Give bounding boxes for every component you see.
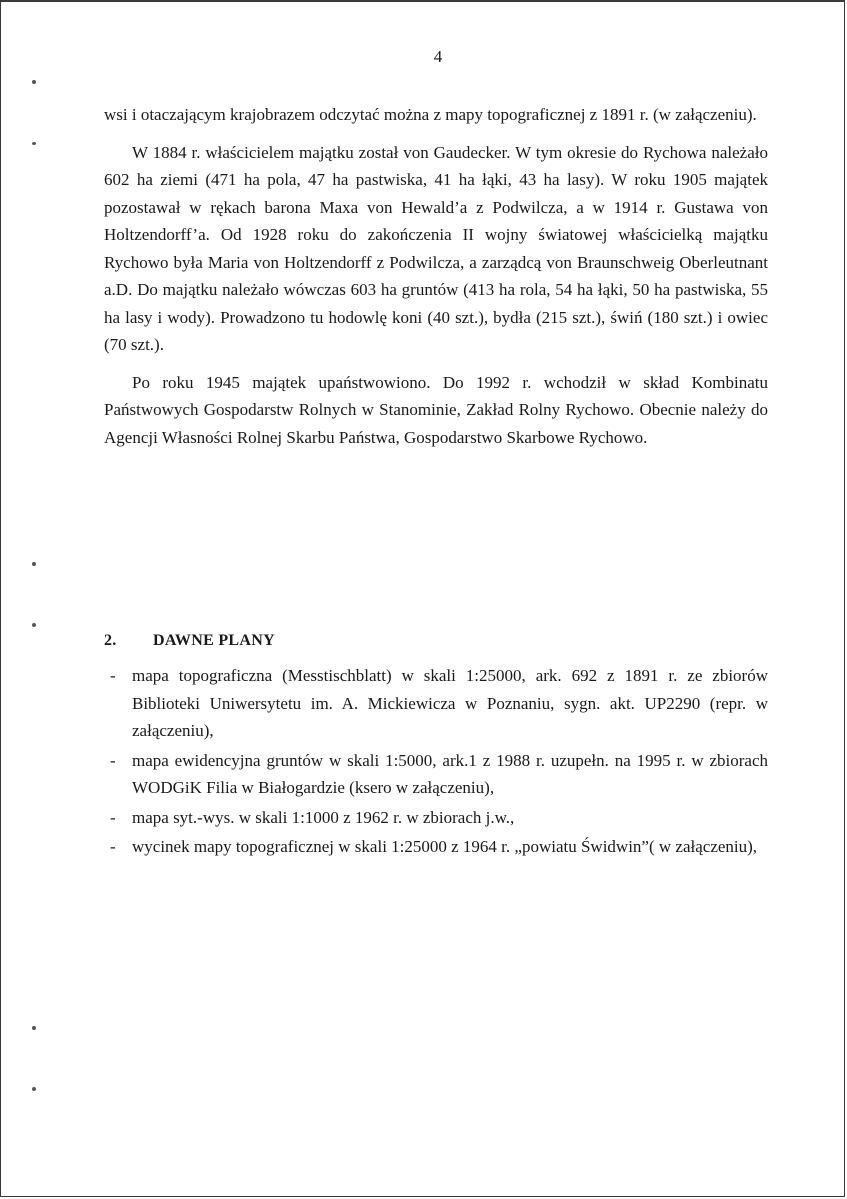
list-dash: - bbox=[110, 837, 116, 856]
list-item-text: mapa syt.-wys. w skali 1:1000 z 1962 r. w zbiorach j.w., bbox=[132, 807, 515, 827]
section-number: 2. bbox=[104, 632, 117, 649]
scan-mark bbox=[32, 80, 36, 84]
scan-mark bbox=[32, 1087, 36, 1091]
list-item-text: mapa topograficzna (Messtischblatt) w skali 1:25000, ark. 692 z 1891 r. ze zbiorów Biblioteki Uniwersytetu im. A. Mickiewicza w Poznaniu, sygn. akt. UP2290 (repr. w załączeniu), bbox=[132, 666, 768, 740]
paragraph-post-1945: Po roku 1945 majątek upaństwowiono. Do 1992 r. wchodził w skład Kombinatu Państwowych Gospodarstw Rolnych w Stanominie, Zakład Rolny Rychowo. Obecnie należy do Agencji Własności Rolnej Skarbu Państwa, Gospodarstwo Skarbowe Rychowo. bbox=[104, 372, 768, 447]
scan-mark bbox=[32, 562, 36, 566]
list-dash: - bbox=[110, 750, 116, 770]
old-plans-list bbox=[104, 662, 768, 863]
paragraph-continuation: wsi i otaczającym krajobrazem odczytać można z mapy topograficznej z 1891 r. (w załączeniu). bbox=[104, 105, 757, 124]
list-item bbox=[104, 833, 768, 861]
section-heading bbox=[104, 632, 504, 650]
paragraph-owners-history: W 1884 r. właścicielem majątku został von Gaudecker. W tym okresie do Rychowa należało 602 ha ziemi (471 ha pola, 47 ha pastwiska, 41 ha łąki, 43 ha lasy). W roku 1905 majątek pozostawał w rękach barona Maxa von Hewald’a z Podwilcza, a w 1914 r. Gustawa von Holtzendorff’a. Od 1928 roku do zakończenia II wojny światowej właścicielką majątku Rychowo była Maria von Holtzendorff z Podwilcza, a zarządcą von Braunschweig Oberleutnant a.D. Do majątku należało wówczas 603 ha gruntów (413 ha rola, 54 ha łąki, 50 ha pastwiska, 55 ha lasy i wody). Prowadzono tu hodowlę koni (40 szt.), bydła (215 szt.), świń (180 szt.) i owiec (70 szt.). bbox=[104, 142, 768, 354]
scan-mark bbox=[32, 1026, 36, 1030]
list-item bbox=[104, 662, 768, 745]
body-text bbox=[104, 101, 768, 451]
list-item bbox=[104, 804, 768, 832]
list-dash: - bbox=[110, 807, 116, 827]
list-item-text: wycinek mapy topograficznej w skali 1:25000 z 1964 r. „powiatu Świdwin”( w załączeniu), bbox=[132, 837, 758, 856]
list-dash: - bbox=[110, 666, 116, 685]
list-item bbox=[104, 747, 768, 802]
scan-mark bbox=[32, 623, 36, 627]
scan-mark bbox=[32, 142, 36, 145]
list-item-text: mapa ewidencyjna gruntów w skali 1:5000, ark.1 z 1988 r. uzupełn. na 1995 r. w zbiorach WODGiK Filia w Białogardzie (ksero w załączeniu), bbox=[132, 750, 768, 797]
section-title: DAWNE PLANY bbox=[153, 632, 275, 649]
page-number: 4 bbox=[433, 47, 443, 66]
